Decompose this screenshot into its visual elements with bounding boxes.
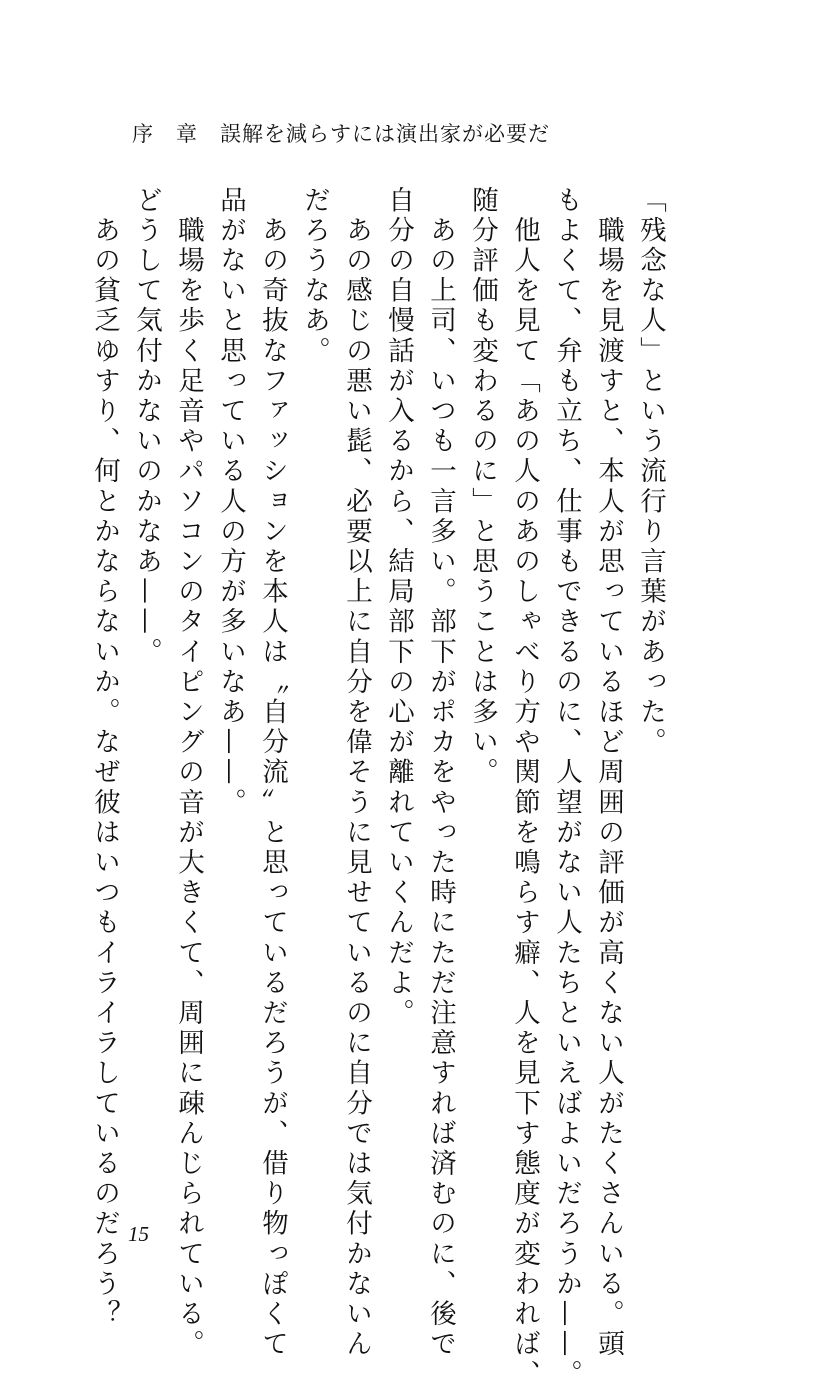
text-line: あの上司、いつも一言多い。部下がポカをやった時にただ注意すれば済むのに、後で: [425, 186, 456, 1360]
text-line: だろうなあ。: [299, 186, 330, 367]
text-line: どうして気付かないのかなあ——。: [131, 186, 162, 668]
text-line: 随分評価も変わるのに」と思うことは多い。: [467, 186, 498, 788]
text-line: 他人を見て「あの人のあのしゃべり方や関節を鳴らす癖、人を見下す態度が変われば、: [509, 186, 540, 1390]
text-line: 「残念な人」という流行り言葉があった。: [635, 186, 666, 758]
text-line: 職場を見渡すと、本人が思っているほど周囲の評価が高くない人がたくさんいる。頭: [593, 186, 624, 1360]
text-line: 職場を歩く足音やパソコンのタイピングの音が大きくて、周囲に疎んじられている。: [173, 186, 204, 1360]
text-line: あの貧乏ゆすり、何とかならないか。なぜ彼はいつもイライラしているのだろう？: [89, 186, 120, 1330]
text-line: もよくて、弁も立ち、仕事もできるのに、人望がない人たちといえばよいだろうか——。: [551, 186, 582, 1390]
text-line: あの奇抜なファッションを本人は〝自分流〟と思っているだろうが、借り物っぽくて: [257, 186, 288, 1360]
page-number: 15: [128, 1222, 149, 1246]
text-line: 自分の自慢話が入るから、結局部下の心が離れていくんだよ。: [383, 186, 414, 1029]
running-head: 序 章 誤解を減らすには演出家が必要だ: [132, 122, 550, 146]
text-line: あの感じの悪い髭、必要以上に自分を偉そうに見せているのに自分では気付かないん: [341, 186, 372, 1360]
text-line: 品がないと思っている人の方が多いなあ——。: [215, 186, 246, 819]
